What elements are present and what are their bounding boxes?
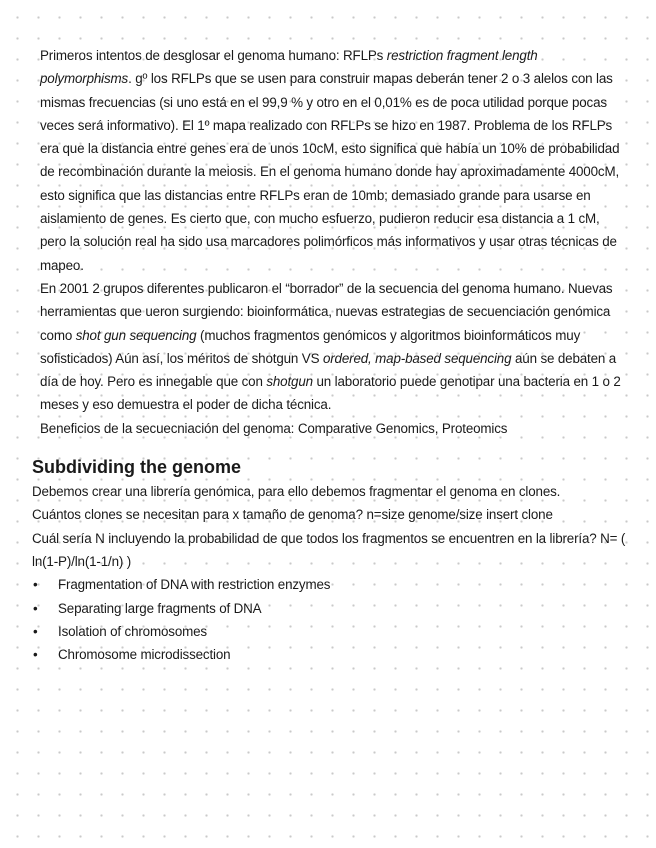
text-run: En 2001 2 grupos diferentes publicaron el “borrador” de la secuencia del genoma humano. Nuevas herramientas que ueron surgiendo: bioinformática, nuevas estrategias de secuenciación genómica como	[40, 280, 613, 343]
intro-paragraph-benefits: Beneficios de la secuecniación del genoma: Comparative Genomics, Proteomics	[40, 420, 508, 436]
text-run-italic: restriction fragment length polymorphisms	[40, 48, 538, 87]
text-run-italic: shot gun sequencing	[75, 327, 197, 343]
text-run: un laboratorio puede genotipar una bacteria en 1 o 2 meses y eso demuestra el poder de dicha técnica.	[40, 374, 621, 413]
text-run: . gº los RFLPs que se usen para construir mapas deberán tener 2 o 3 alelos con las mismas frecuencias (si uno está en el 99,9 % y otro en el 0,01% es de poca utilidad porque pocas veces será informativo). El 1º mapa realizado con RFLPs se hizo en 1987. Problema de los RFLPs era que la distancia entre genes era de unos 10cM, esto significa que había un 10% de probabilidad de recombinación durante la meiosis. En el genoma humano donde hay aproximadamente 4000cM, esto significa que las distancias entre RFLPs eran de 10mb; demasiado grande para usarse en aislamiento de genes. Es cierto que, con mucho esfuerzo, pudieron reducir esa distancia a 1 cM, pero la solución real ha sido usa marcadores polimórficos más informativos y usar otras técnicas de mapeo.	[40, 71, 620, 273]
list-item	[32, 620, 628, 643]
bullet-icon: •	[33, 600, 38, 616]
document-page	[32, 44, 628, 666]
list-item-text: Isolation of chromosomes	[58, 623, 207, 639]
list-item	[32, 643, 628, 666]
text-run: (muchos fragmentos genómicos y algoritmos bioinformáticos muy sofisticados) Aún así, los méritos de shotgun VS	[40, 327, 581, 366]
list-item	[32, 597, 628, 620]
bullet-icon: •	[33, 647, 38, 663]
list-item-text: Separating large fragments of DNA	[58, 600, 262, 616]
text-run-italic: ordered, map-based sequencing	[322, 350, 512, 366]
text-run: Primeros intentos de desglosar el genoma humano: RFLPs	[40, 48, 387, 63]
bullet-icon: •	[33, 577, 38, 593]
section-paragraph-clone-count: Cuántos clones se necesitan para x tamaño de genoma? n=size genome/size insert clone	[32, 507, 553, 523]
section-paragraph-probability: Cuál sería N incluyendo la probabilidad de que todos los fragmentos se encuentren en la librería? N= ( ln(1-P)/ln(1-1/n) )	[32, 530, 626, 569]
section-heading: Subdividing the genome	[32, 457, 242, 478]
section-paragraph-library: Debemos crear una librería genómica, para ello debemos fragmentar el genoma en clones.	[32, 484, 561, 500]
intro-paragraph-draft-sequence	[32, 277, 628, 417]
bullet-icon: •	[33, 623, 38, 639]
list-item-text: Chromosome microdissection	[58, 647, 231, 663]
text-run: aún se debaten a día de hoy. Pero es innegable que con	[40, 350, 617, 390]
list-item	[32, 573, 628, 596]
intro-paragraph-rflps	[32, 44, 628, 277]
text-run-italic: shotgun	[266, 374, 313, 390]
bullet-list	[32, 573, 628, 666]
list-item-text: Fragmentation of DNA with restriction enzymes	[58, 577, 331, 593]
